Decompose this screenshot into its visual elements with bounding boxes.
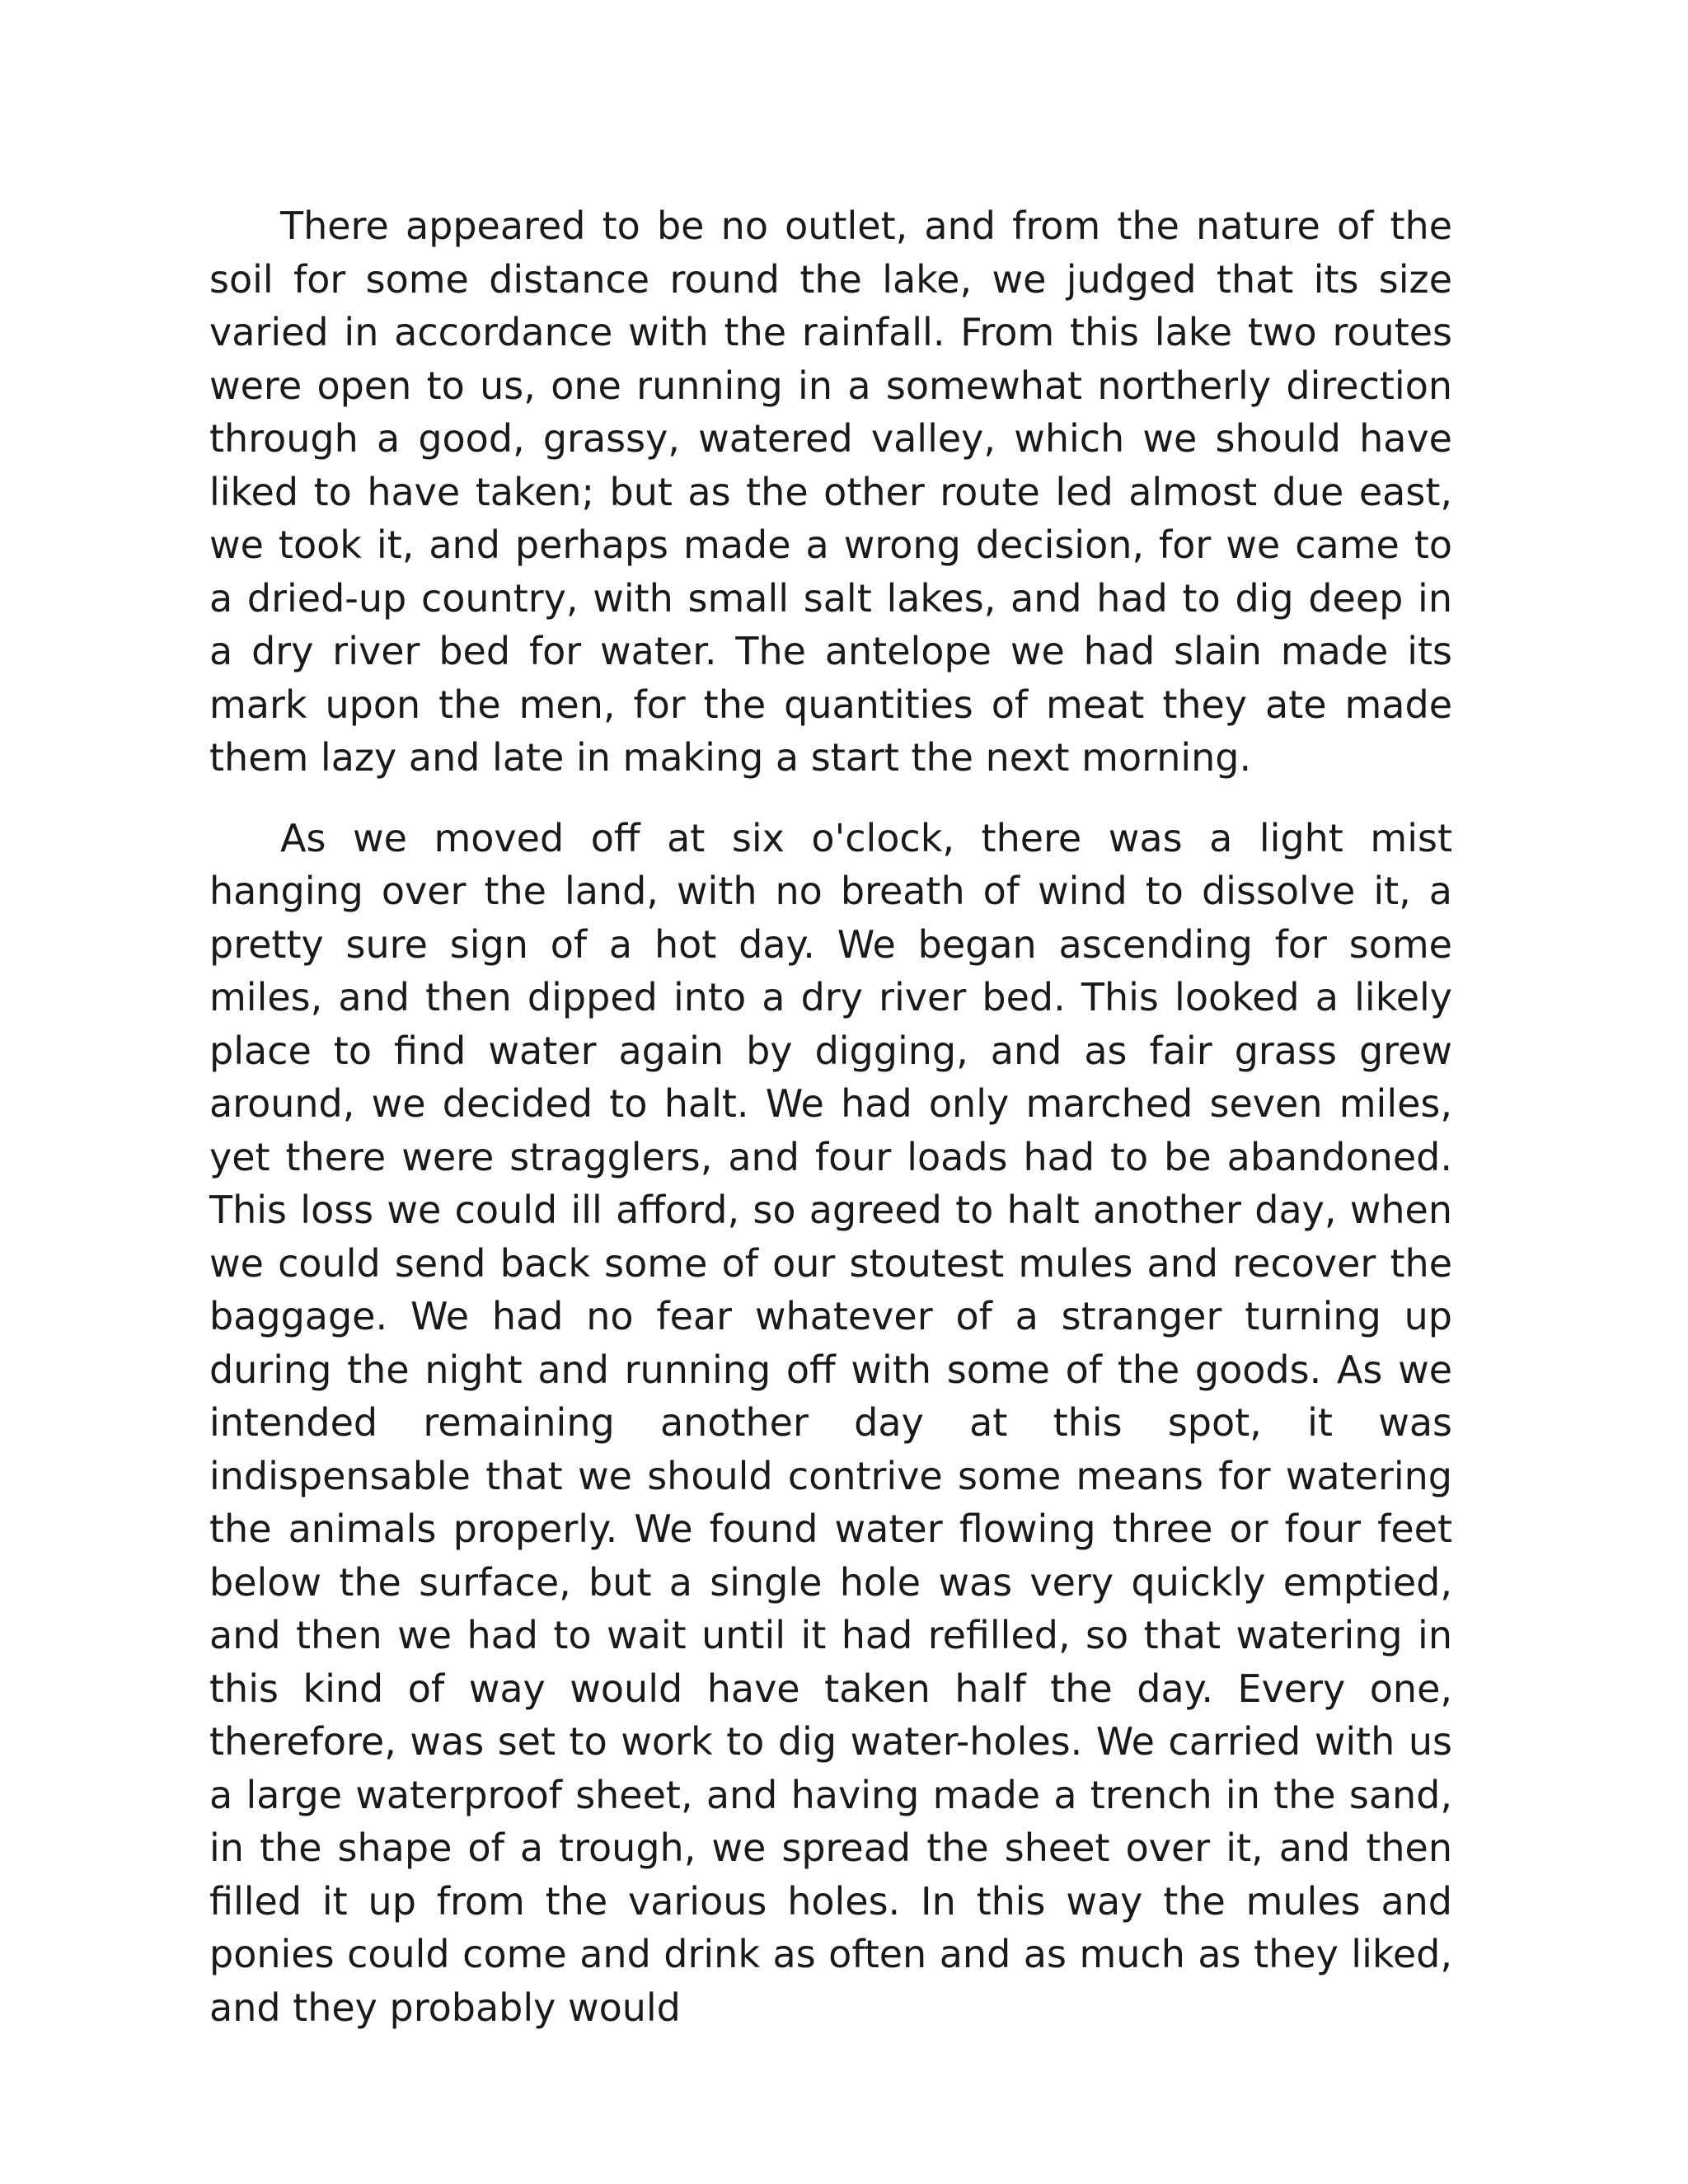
document-page (209, 199, 1452, 2034)
paragraph-1: There appeared to be no outlet, and from the nature of the soil for some distance round the lake, we judged that its size varied in accordance with the rainfall. From this lake two routes were open to us, one running in a somewhat northerly direction through a good, grassy, watered valley, which we should have liked to have taken; but as the other route led almost due east, we took it, and perhaps made a wrong decision, for we came to a dried-up country, with small salt lakes, and had to dig deep in a dry river bed for water. The antelope we had slain made its mark upon the men, for the quantities of meat they ate made them lazy and late in making a start the next morning. (209, 204, 1452, 780)
paragraph-2: As we moved off at six o'clock, there was a light mist hanging over the land, with no breath of wind to dissolve it, a pretty sure sign of a hot day. We began ascending for some miles, and then dipped into a dry river bed. This looked a likely place to find water again by digging, and as fair grass grew around, we decided to halt. We had only marched seven miles, yet there were stragglers, and four loads had to be abandoned. This loss we could ill afford, so agreed to halt another day, when we could send back some of our stoutest mules and recover the baggage. We had no fear whatever of a stranger turning up during the night and running off with some of the goods. As we intended remaining another day at this spot, it was indispensable that we should contrive some means for watering the animals properly. We found water flowing three or four feet below the surface, but a single hole was very quickly emptied, and then we had to wait until it had refilled, so that watering in this kind of way would have taken half the day. Every one, therefore, was set to work to dig water-holes. We carried with us a large waterproof sheet, and having made a trench in the sand, in the shape of a trough, we spread the sheet over it, and then filled it up from the various holes. In this way the mules and ponies could come and drink as often and as much as they liked, and they probably would (209, 815, 1452, 2030)
